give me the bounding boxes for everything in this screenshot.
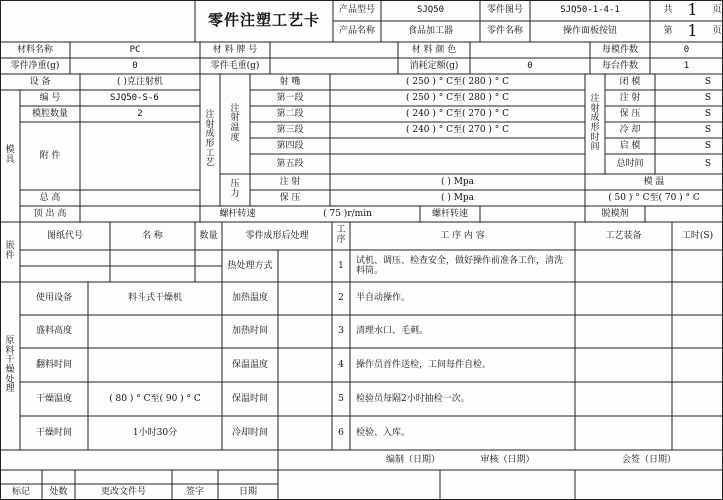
pressure-label: 压 力 — [230, 179, 240, 199]
temp-row-value: ( 250 ) ° C至( 280 ) ° C — [405, 76, 510, 87]
height-label: 总 高 — [39, 192, 61, 203]
net-weight-label: 零件净重(g) — [10, 60, 60, 71]
temp-row-name: 第一段 — [276, 92, 304, 103]
time-group-label: 注 射 成 形 时 间 — [590, 93, 600, 153]
doc-no-label: 更改文件号 — [100, 486, 146, 497]
cavity-value: 2 — [137, 108, 143, 119]
turn-label: 翻料时间 — [35, 359, 72, 370]
material-name-label: 材料名称 — [16, 44, 53, 55]
material-color-label: 材 料 颜 色 — [411, 44, 457, 55]
drying-temp-value: ( 80 ) ° C至( 90 ) ° C — [109, 393, 201, 404]
time-row-unit: S — [704, 76, 711, 87]
total-label: 共 — [663, 5, 673, 16]
time-row-name: 闭 模 — [619, 76, 641, 87]
time-row-name: 启 模 — [619, 140, 641, 151]
demold-label: 脱模剂 — [601, 208, 629, 219]
time-row-unit: S — [704, 140, 711, 151]
page-title: 零件注塑工艺卡 — [207, 11, 320, 30]
mold-side-label: 模 具 — [5, 145, 15, 165]
drying-side-label: 原 料 干 燥 处 理 — [5, 335, 15, 395]
gross-weight-value — [270, 58, 398, 74]
pressure-row-name: 注 射 — [279, 176, 301, 187]
step-number: 1 — [338, 260, 344, 271]
signature-label: 签字 — [185, 486, 204, 497]
step-number: 4 — [338, 359, 344, 370]
temp-row-value: ( 240 ) ° C至( 270 ) ° C — [405, 124, 510, 135]
per-unit-value: 1 — [683, 60, 690, 71]
page-unit: 页 — [712, 26, 722, 37]
level-label: 盛料高度 — [35, 326, 72, 337]
mold-number-label: 编 号 — [39, 92, 61, 103]
product-model-label: 产品型号 — [338, 5, 375, 16]
pressure-row-value: ( ) Mpa — [440, 176, 475, 187]
product-name-value: 食品加工器 — [407, 26, 453, 37]
process-content-label: 工 序 内 容 — [440, 230, 485, 241]
page-number — [650, 21, 723, 42]
count-label: 处数 — [49, 486, 68, 497]
heat-time-label: 加热时间 — [231, 326, 268, 337]
drying-temp-label: 干燥温度 — [35, 393, 72, 404]
time-row-name: 保 压 — [619, 108, 641, 119]
temp-row-value — [330, 138, 585, 154]
per-unit-label: 每台件数 — [601, 60, 638, 71]
part-name-value: 操作面板按钮 — [562, 26, 617, 37]
time-row-name: 注 射 — [619, 92, 641, 103]
mold-number-value: SJQ50-S-6 — [110, 92, 159, 103]
date-label: 日期 — [238, 486, 257, 497]
time-row-unit: S — [704, 158, 711, 169]
gross-weight-label: 零件毛重(g) — [210, 60, 260, 71]
time-row-unit: S — [704, 92, 711, 103]
insert-name-label: 名 称 — [142, 230, 163, 241]
insert-side-label: 嵌 件 — [5, 241, 15, 261]
post-process-label: 零件成形后处理 — [245, 230, 309, 241]
insert-qty-label: 数量 — [199, 230, 218, 241]
temp-row-name: 射 嘴 — [279, 76, 301, 87]
heat-temp-label: 加热温度 — [231, 293, 268, 304]
pressure-row-name: 保 压 — [279, 192, 301, 203]
consumption-label: 消耗定额(g) — [409, 60, 459, 71]
step-text: 半自动操作。 — [356, 293, 411, 304]
step-text: 清理水口、毛刺。 — [356, 326, 429, 337]
screw-speed-label-2: 螺杆转速 — [431, 208, 468, 219]
step-number: 6 — [338, 427, 344, 438]
cool-time-label: 冷却时间 — [231, 427, 268, 438]
review-label: 审核（日期） — [480, 454, 535, 465]
step-text: 检验、入库。 — [356, 427, 411, 438]
accessory-label: 附 件 — [39, 150, 61, 161]
net-weight-value: 0 — [132, 60, 138, 71]
mark-label: 标记 — [11, 486, 30, 497]
hold-temp-label: 保温温度 — [231, 359, 268, 370]
temp-row-name: 第四段 — [276, 140, 304, 151]
step-text: 操作员首件送检，工间每件自检。 — [356, 359, 492, 370]
total-pages-value: 1 — [687, 0, 698, 20]
insert-drawing-label: 图纸代号 — [46, 230, 83, 241]
page-number-value: 1 — [687, 21, 698, 41]
step-text: 试机、调压、检查安全，做好操作前准各工作，清洗料筒。 — [356, 255, 564, 276]
step-text: 检验员每隔2小时抽检一次。 — [356, 393, 470, 404]
temp-row-name: 第二段 — [276, 108, 304, 119]
part-drawing-label: 零件图号 — [486, 5, 523, 16]
injection-temp-label: 注 射 温 度 — [230, 103, 240, 143]
hours-label: 工时(S) — [681, 230, 714, 241]
per-mold-value: 0 — [683, 44, 690, 55]
temp-row-value: ( 240 ) ° C至( 270 ) ° C — [405, 108, 510, 119]
mold-temp-label: 模 温 — [643, 176, 665, 187]
page-unit: 页 — [712, 5, 722, 16]
per-mold-label: 每模件数 — [601, 44, 638, 55]
step-number: 2 — [338, 293, 344, 304]
time-row-name: 冷 却 — [619, 124, 641, 135]
product-model-value: SJQ50 — [416, 5, 445, 16]
injection-group-label: 注 射 成 形 工 艺 — [205, 109, 215, 169]
heat-method-label: 热处理方式 — [227, 260, 273, 271]
time-row-unit: S — [704, 108, 711, 119]
temp-row-value: ( 250 ) ° C至( 280 ) ° C — [405, 92, 510, 103]
drying-equipment-value: 料斗式干燥机 — [127, 293, 182, 304]
part-drawing-value: SJQ50-1-4-1 — [560, 5, 620, 16]
material-color-value — [470, 42, 590, 58]
part-name-label: 零件名称 — [486, 26, 523, 37]
step-number: 5 — [338, 393, 344, 404]
page-label: 第 — [663, 26, 673, 37]
screw-speed-label: 螺杆转速 — [219, 208, 256, 219]
step-number: 3 — [338, 326, 344, 337]
tooling-label: 工艺装备 — [605, 230, 642, 241]
material-grade-label: 材 料 牌 号 — [212, 44, 258, 55]
ejector-label: 顶 出 高 — [33, 208, 67, 219]
hold-time-label: 保温时间 — [231, 393, 268, 404]
material-name-value: PC — [129, 44, 141, 55]
drying-equipment-label: 使用设备 — [35, 293, 72, 304]
screw-speed-value: ( 75 )r/min — [323, 208, 372, 219]
drying-time-label: 干燥时间 — [35, 427, 72, 438]
drying-time-value: 1小时30分 — [132, 427, 178, 438]
sign-label: 会签（日期） — [621, 454, 676, 465]
temp-row-name: 第三段 — [276, 124, 304, 135]
product-name-label: 产品名称 — [338, 26, 375, 37]
step-label: 工 序 — [336, 225, 346, 245]
consumption-value: 0 — [527, 60, 533, 71]
equipment-label: 设 备 — [29, 76, 51, 87]
time-row-unit: S — [704, 124, 711, 135]
material-grade-value — [270, 42, 398, 58]
cavity-label: 模腔数量 — [31, 108, 68, 119]
temp-row-value — [330, 154, 585, 174]
total-pages — [650, 0, 723, 21]
time-row-name: 总时间 — [616, 158, 644, 169]
equipment-value: ( )克注射机 — [117, 76, 163, 87]
compile-label: 编制（日期） — [385, 454, 440, 465]
pressure-row-value: ( ) Mpa — [440, 192, 475, 203]
temp-row-name: 第五段 — [276, 158, 304, 169]
mold-temp-value: ( 50 ) ° C至( 70 ) ° C — [608, 192, 700, 203]
